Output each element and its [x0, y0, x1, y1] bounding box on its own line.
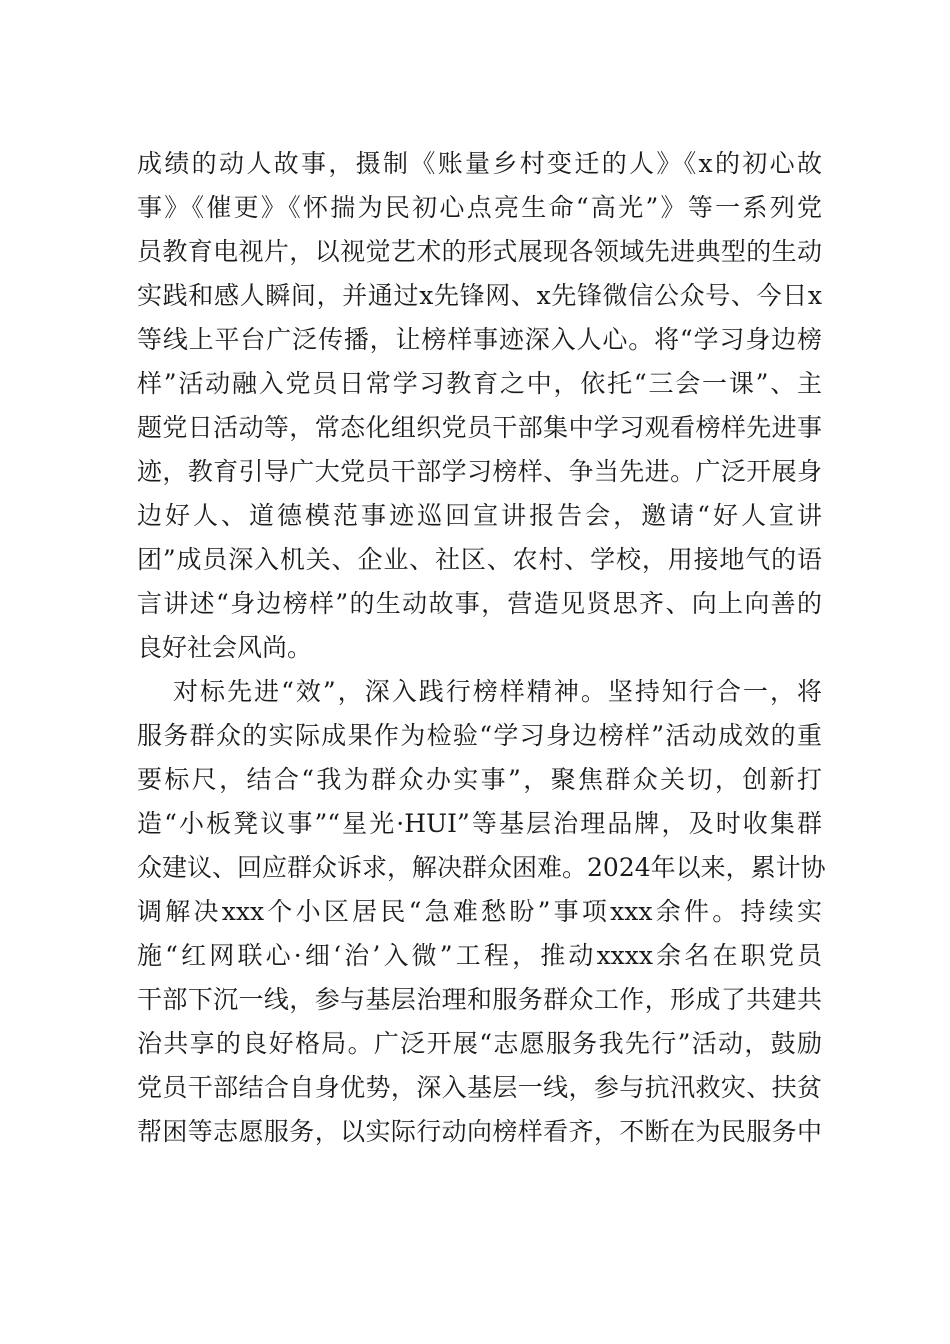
text-line: 边好人、道德模范事迹巡回宣讲报告会，邀请“好人宣讲 — [137, 501, 822, 530]
text-line: 良好社会风尚。 — [137, 633, 313, 662]
text-line: 施“红网联心·细‘治’入微”工程，推动xxxx余名在职党员 — [137, 941, 822, 970]
text-line: 造“小板凳议事”“星光·HUI”等基层治理品牌，及时收集群 — [137, 809, 822, 838]
paragraph-first-line: 对标先进“效”，深入践行榜样精神。坚持知行合一，将 — [173, 677, 822, 706]
text-line: 团”成员深入机关、企业、社区、农村、学校，用接地气的语 — [137, 545, 822, 574]
text-line: 成绩的动人故事，摄制《账量乡村变迁的人》《x的初心故 — [137, 149, 822, 178]
text-line: 服务群众的实际成果作为检验“学习身边榜样”活动成效的重 — [137, 721, 822, 750]
text-line: 事》《催更》《怀揣为民初心点亮生命“高光”》等一系列党 — [137, 193, 822, 222]
text-line: 众建议、回应群众诉求，解决群众困难。2024年以来，累计协 — [137, 853, 826, 882]
text-line: 言讲述“身边榜样”的生动故事，营造见贤思齐、向上向善的 — [137, 589, 822, 618]
text-line: 治共享的良好格局。广泛开展“志愿服务我先行”活动，鼓励 — [137, 1029, 822, 1058]
text-line: 要标尺，结合“我为群众办实事”，聚焦群众关切，创新打 — [137, 765, 822, 794]
text-line: 帮困等志愿服务，以实际行动向榜样看齐，不断在为民服务中 — [137, 1117, 822, 1146]
text-line: 实践和感人瞬间，并通过x先锋网、x先锋微信公众号、今日x — [137, 281, 822, 310]
text-line: 调解决xxx个小区居民“急难愁盼”事项xxx余件。持续实 — [137, 897, 822, 926]
text-line: 等线上平台广泛传播，让榜样事迹深入人心。将“学习身边榜 — [137, 325, 822, 354]
text-line: 干部下沉一线，参与基层治理和服务群众工作，形成了共建共 — [137, 985, 822, 1014]
text-line: 迹，教育引导广大党员干部学习榜样、争当先进。广泛开展身 — [137, 457, 822, 486]
text-line: 样”活动融入党员日常学习教育之中，依托“三会一课”、主 — [137, 369, 822, 398]
text-line: 题党日活动等，常态化组织党员干部集中学习观看榜样先进事 — [137, 413, 822, 442]
text-line: 党员干部结合自身优势，深入基层一线，参与抗汛救灾、扶贫 — [137, 1073, 822, 1102]
text-line: 员教育电视片，以视觉艺术的形式展现各领域先进典型的生动 — [137, 237, 822, 266]
